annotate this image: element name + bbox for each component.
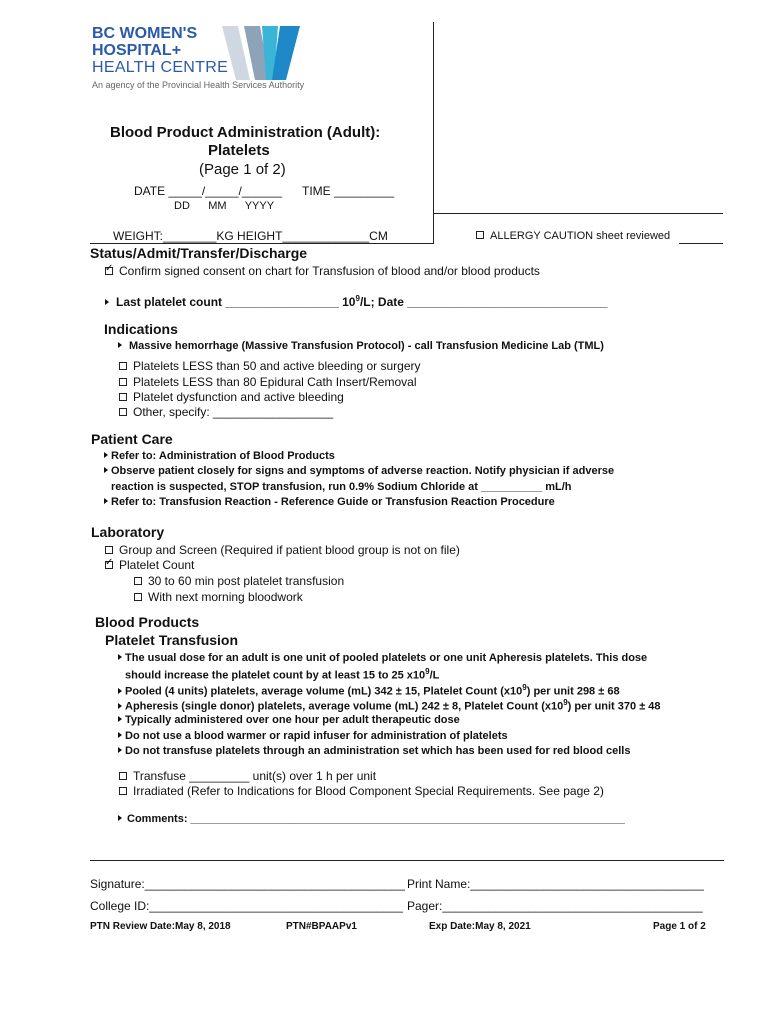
typically-text: Typically administered over one hour per adult therapeutic dose bbox=[125, 714, 460, 726]
logo-line1: BC WOMEN'S bbox=[92, 25, 198, 42]
weight-height-field[interactable]: WEIGHT:________KG HEIGHT_____________CM bbox=[113, 229, 388, 243]
lab-subitem[interactable] bbox=[134, 590, 303, 604]
allergy-check[interactable] bbox=[476, 230, 670, 242]
bp-item bbox=[118, 730, 508, 742]
arrow-icon bbox=[118, 732, 122, 738]
arrow-icon bbox=[105, 299, 109, 305]
indication-label: Platelet dysfunction and active bleeding bbox=[133, 390, 344, 404]
pooled-text-a: Pooled (4 units) platelets, average volume (mL) 342 ± 15, Platelet Count (x10 bbox=[125, 685, 523, 698]
arrow-icon bbox=[118, 703, 122, 709]
dose-text: The usual dose for an adult is one unit of pooled platelets or one unit Apheresis platelets. This dose bbox=[125, 652, 648, 664]
massive-hemorrhage bbox=[118, 340, 604, 352]
title-line1: Blood Product Administration (Adult): bbox=[110, 124, 381, 141]
section-heading: Status/Admit/Transfer/Discharge bbox=[90, 245, 308, 261]
patient-care-item bbox=[104, 465, 614, 477]
exponent: 9 bbox=[563, 698, 568, 707]
transfuse-label: Transfuse _________ unit(s) over 1 h per unit bbox=[133, 769, 377, 783]
patient-care-item bbox=[104, 450, 335, 462]
exponent: 9 bbox=[425, 667, 430, 676]
page-number: Page 1 of 2 bbox=[653, 921, 706, 932]
arrow-icon bbox=[104, 452, 108, 458]
last-count-date: /L; Date ______________________________ bbox=[359, 295, 608, 309]
section-heading: Blood Products bbox=[95, 614, 200, 630]
transfuse-item[interactable] bbox=[119, 769, 376, 783]
checkbox[interactable] bbox=[119, 787, 127, 795]
observe-text-cont: reaction is suspected, STOP transfusion, run 0.9% Sodium Chloride at __________ mL/h bbox=[111, 481, 572, 493]
observe-text: Observe patient closely for signs and symptoms of adverse reaction. Notify physician if adverse bbox=[111, 465, 615, 477]
checkbox[interactable] bbox=[105, 546, 113, 554]
irradiated-item[interactable] bbox=[119, 784, 604, 798]
bp-item bbox=[118, 714, 460, 726]
logo-line2: HOSPITAL+ bbox=[92, 42, 182, 59]
section-heading: Patient Care bbox=[91, 431, 173, 447]
exponent: 9 bbox=[522, 683, 527, 692]
bp-item bbox=[118, 652, 647, 664]
apheresis-text-b: ) per unit 370 ± 48 bbox=[567, 700, 661, 713]
checkbox[interactable] bbox=[119, 408, 127, 416]
arrow-icon bbox=[118, 688, 122, 694]
logo-agency: An agency of the Provincial Health Services Authority bbox=[92, 80, 305, 90]
checkbox-checked[interactable] bbox=[105, 561, 113, 569]
refer-text: Refer to: Transfusion Reaction - Reference Guide or Transfusion Reaction Procedure bbox=[111, 496, 555, 508]
irradiated-label: Irradiated (Refer to Indications for Blood Component Special Requirements. See page 2) bbox=[133, 784, 604, 798]
review-date: PTN Review Date:May 8, 2018 bbox=[90, 921, 231, 932]
lab-label: Group and Screen (Required if patient blood group is not on file) bbox=[119, 543, 460, 557]
date-format: DD MM YYYY bbox=[174, 200, 275, 212]
last-count-text: Last platelet count _________________ 10 bbox=[116, 295, 356, 309]
checkbox[interactable] bbox=[134, 593, 142, 601]
logo-line3: HEALTH CENTRE bbox=[92, 59, 229, 76]
rule bbox=[90, 243, 433, 244]
no-set-text: Do not transfuse platelets through an administration set which has been used for red blood cells bbox=[125, 745, 631, 757]
massive-label: Massive hemorrhage (Massive Transfusion Protocol) - call Transfusion Medicine Lab (TML) bbox=[129, 340, 604, 352]
checkbox[interactable] bbox=[119, 378, 127, 386]
last-platelet-count[interactable] bbox=[105, 294, 608, 309]
indication-item[interactable] bbox=[119, 359, 421, 373]
exp-date: Exp Date:May 8, 2021 bbox=[429, 921, 531, 932]
indication-item[interactable] bbox=[119, 390, 344, 404]
ptn-code: PTN#BPAAPv1 bbox=[286, 921, 357, 932]
subsection-heading: Platelet Transfusion bbox=[105, 632, 239, 648]
lab-subitem[interactable] bbox=[134, 574, 344, 588]
indication-label: Other, specify: __________________ bbox=[133, 405, 334, 419]
lab-label: 30 to 60 min post platelet transfusion bbox=[148, 574, 345, 588]
no-warmer-text: Do not use a blood warmer or rapid infuser for administration of platelets bbox=[125, 730, 508, 742]
header-divider bbox=[433, 22, 434, 244]
arrow-icon bbox=[118, 747, 122, 753]
rule bbox=[433, 213, 723, 214]
lab-item[interactable] bbox=[105, 558, 194, 572]
section-heading: Indications bbox=[104, 321, 178, 337]
bp-item bbox=[118, 745, 630, 757]
section-heading: Laboratory bbox=[91, 524, 165, 540]
dose-text-b: /L bbox=[429, 669, 440, 682]
dose-text-a: should increase the platelet count by at least 15 to 25 x10 bbox=[125, 669, 426, 682]
consent-label: Confirm signed consent on chart for Transfusion of blood and/or blood products bbox=[119, 264, 540, 278]
arrow-icon bbox=[118, 815, 122, 821]
print-name-field[interactable]: Print Name:___________________________________ bbox=[407, 877, 704, 891]
footer-rule bbox=[90, 860, 724, 861]
pooled-text-b: ) per unit 298 ± 68 bbox=[526, 685, 620, 698]
checkbox[interactable] bbox=[119, 362, 127, 370]
lab-label: With next morning bloodwork bbox=[148, 590, 303, 604]
arrow-icon bbox=[118, 654, 122, 660]
arrow-icon bbox=[104, 498, 108, 504]
bp-item bbox=[118, 698, 661, 713]
refer-text: Refer to: Administration of Blood Products bbox=[111, 450, 335, 462]
indication-label: Platelets LESS than 80 Epidural Cath Insert/Removal bbox=[133, 375, 417, 389]
checkbox[interactable] bbox=[119, 393, 127, 401]
checkbox[interactable] bbox=[476, 231, 484, 239]
time-field[interactable]: TIME _________ bbox=[302, 184, 395, 198]
indication-item[interactable] bbox=[119, 375, 417, 389]
apheresis-text-a: Apheresis (single donor) platelets, average volume (mL) 242 ± 8, Platelet Count (x10 bbox=[125, 700, 564, 713]
patient-care-item bbox=[104, 496, 555, 508]
rule bbox=[679, 243, 723, 244]
checkbox[interactable] bbox=[119, 772, 127, 780]
comments-label: Comments: _______________________________________________________________________ bbox=[127, 813, 625, 825]
allergy-label: ALLERGY CAUTION sheet reviewed bbox=[490, 230, 671, 242]
lab-item[interactable] bbox=[105, 543, 460, 557]
arrow-icon bbox=[118, 342, 122, 348]
page-note: (Page 1 of 2) bbox=[199, 161, 286, 178]
indication-label: Platelets LESS than 50 and active bleeding or surgery bbox=[133, 359, 421, 373]
indication-item[interactable] bbox=[119, 405, 333, 419]
dose-text-cont bbox=[125, 667, 439, 682]
pager-field[interactable]: Pager:_______________________________________ bbox=[407, 899, 703, 913]
lab-label: Platelet Count bbox=[119, 558, 195, 572]
title-line2: Platelets bbox=[208, 142, 270, 159]
college-id-field[interactable]: College ID:______________________________________ bbox=[90, 899, 403, 913]
checkbox[interactable] bbox=[134, 577, 142, 585]
w-mark-icon bbox=[222, 26, 300, 80]
date-field[interactable]: DATE _____/_____/______ bbox=[134, 184, 282, 198]
comments-field[interactable] bbox=[118, 813, 625, 825]
bp-item bbox=[118, 683, 620, 698]
arrow-icon bbox=[104, 467, 108, 473]
checkbox-checked[interactable] bbox=[105, 267, 113, 275]
consent-item[interactable] bbox=[105, 264, 540, 278]
signature-field[interactable]: Signature:_______________________________________ bbox=[90, 877, 405, 891]
arrow-icon bbox=[118, 716, 122, 722]
exponent: 9 bbox=[355, 294, 360, 303]
